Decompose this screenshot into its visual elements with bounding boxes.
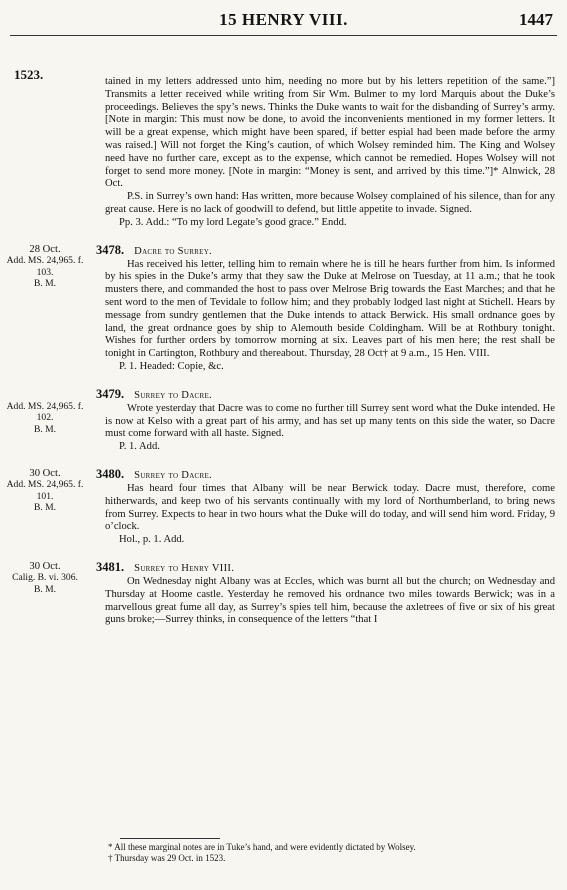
entry-number: 3480. (96, 466, 125, 481)
entry-repository: B. M. (33, 423, 57, 435)
entry-heading: Surrey to Dacre. (134, 389, 213, 401)
entry-ref: Add. MS. 24,965. f. 103. (6, 255, 84, 278)
entry-ref: Add. MS. 24,965. f. 101. (6, 479, 84, 502)
running-title: 15 HENRY VIII. (219, 10, 348, 29)
entry-repository: B. M. (33, 502, 57, 514)
page-body (6, 76, 555, 627)
entry-meta: Hol., p. 1. Add. (119, 534, 185, 546)
entry-heading: Surrey to Henry VIII. (134, 562, 235, 574)
entry-text: Has heard four times that Albany will be near Berwick today. Dacre must, therefore, come hitherwards, and keep two of his servants continually with my lord of Northumberland, to bring news from Surrey. Expects to hear in two hours what the Duke will do today, and will send him word. Friday, 9 o’clock. (105, 482, 555, 533)
entry-date: 30 Oct. (29, 467, 61, 479)
entry-ref: Calig. B. vi. 306. (12, 572, 78, 584)
entry-ref: Add. MS. 24,965. f. 102. (6, 400, 84, 424)
footnote: * All these marginal notes are in Tuke’s hand, and were evidently dictated by Wolsey. (108, 842, 416, 852)
running-header (0, 0, 567, 40)
postscript-text: P.S. in Surrey’s own hand: Has written, more because Wolsey complained of his silence, than for any great cause. Here is no lack of goodwill to defend, but little appetite to invade. Signed. (105, 191, 555, 215)
entry-number: 3478. (96, 242, 125, 257)
entry-date: 28 Oct. (29, 243, 61, 255)
entry-text: On Wednesday night Albany was at Eccles, which was burnt all but the church; on Wednesday and Thursday at Hoome castle. Yesterday he removed his ordnance two miles towards Berwick; was in a marvellous great fume all day, as Surrey’s spies tell him, because the axletrees of five or six of his great guns broke;—Surrey thinks, in consequence of the letters “that I (105, 575, 555, 626)
page-number: 1447 (519, 10, 553, 29)
entry-text: Wrote yesterday that Dacre was to come no further till Surrey sent word what the Duke intended. He is now at Kelso with a great part of his army, and has set up many tents on this side the water, so Dacre must come forward with all haste. Signed. (105, 402, 555, 440)
continuation-meta: Pp. 3. Add.: “To my lord Legate’s good grace.” Endd. (119, 216, 347, 228)
entry-date: 30 Oct. (29, 560, 61, 572)
entry-text: Has received his letter, telling him to remain where he is till he hears further from him. Is informed by his spies in the Duke’s army that they saw the Duke at Melrose on Tuesday, at 11 a.m.; that he took musters there, and commanded the host to pass over Melrose Brig towards the East Marches; and that he sent word to the men of Tevidale to follow him; and they probably lodged last night at Stichell. Hears by message from sundry gentlemen that the Duke intends to attack Berwick. His small ordnance goes by land, the great ordnance goes by ship to Alemouth beside Coldingham. Will be at Rothbury tonight. Wishes for further orders by tomorrow morning at six. Leaves part of his men here; the rest shall be tonight in Cartington, Rothbury and thereabout. Thursday, 28 Oct† at 9 a.m., 15 Hen. VIII. (105, 258, 555, 360)
entry-3480 (6, 466, 555, 547)
footnotes (108, 842, 553, 864)
entry-margin (0, 401, 90, 436)
entry-repository: B. M. (33, 583, 57, 595)
entry-3481 (12, 559, 555, 627)
entry-margin (0, 561, 90, 596)
footnote: † Thursday was 29 Oct. in 1523. (108, 853, 226, 863)
entry-number: 3481. (96, 559, 125, 574)
entry-margin (0, 468, 90, 514)
entry-meta: P. 1. Headed: Copie, &c. (119, 360, 224, 372)
entry-repository: B. M. (33, 278, 57, 290)
header-rule (10, 35, 557, 36)
entry-number: 3479. (96, 386, 125, 401)
continuation-text: tained in my letters addressed unto him, needing no more but by his letters repetition of the same.”] Transmits a letter received while writing from Sir Wm. Bulmer to my lord Marquis about the Duke’s proceedings. Believes the spy’s news. Thinks the Duke wants to wait for the disbanding of Surrey’s army. [Note in margin: This must now be done, to avoid the inconvenients mentioned in my former letters. It will be a great expense, which might have been spared, if better espial had been made before the army was raised.] Will not forget the King’s caution, of which Wolsey reminded him. The King and Wolsey need have no further care, except as to the expense, which cannot be remedied. Hopes Wolsey will not forget to send more money. [Note in margin: “Money is sent, and arrived by this time.”]* Alnwick, 28 Oct. (105, 76, 555, 190)
entry-margin (0, 244, 90, 290)
entry-3479 (6, 386, 555, 454)
entry-heading: Dacre to Surrey. (134, 245, 213, 257)
entry-3478 (6, 242, 555, 374)
margin-year: 1523. (14, 67, 44, 82)
entry-meta: P. 1. Add. (119, 441, 160, 453)
footnote-rule (120, 838, 220, 839)
entry-heading: Surrey to Dacre. (134, 469, 213, 481)
